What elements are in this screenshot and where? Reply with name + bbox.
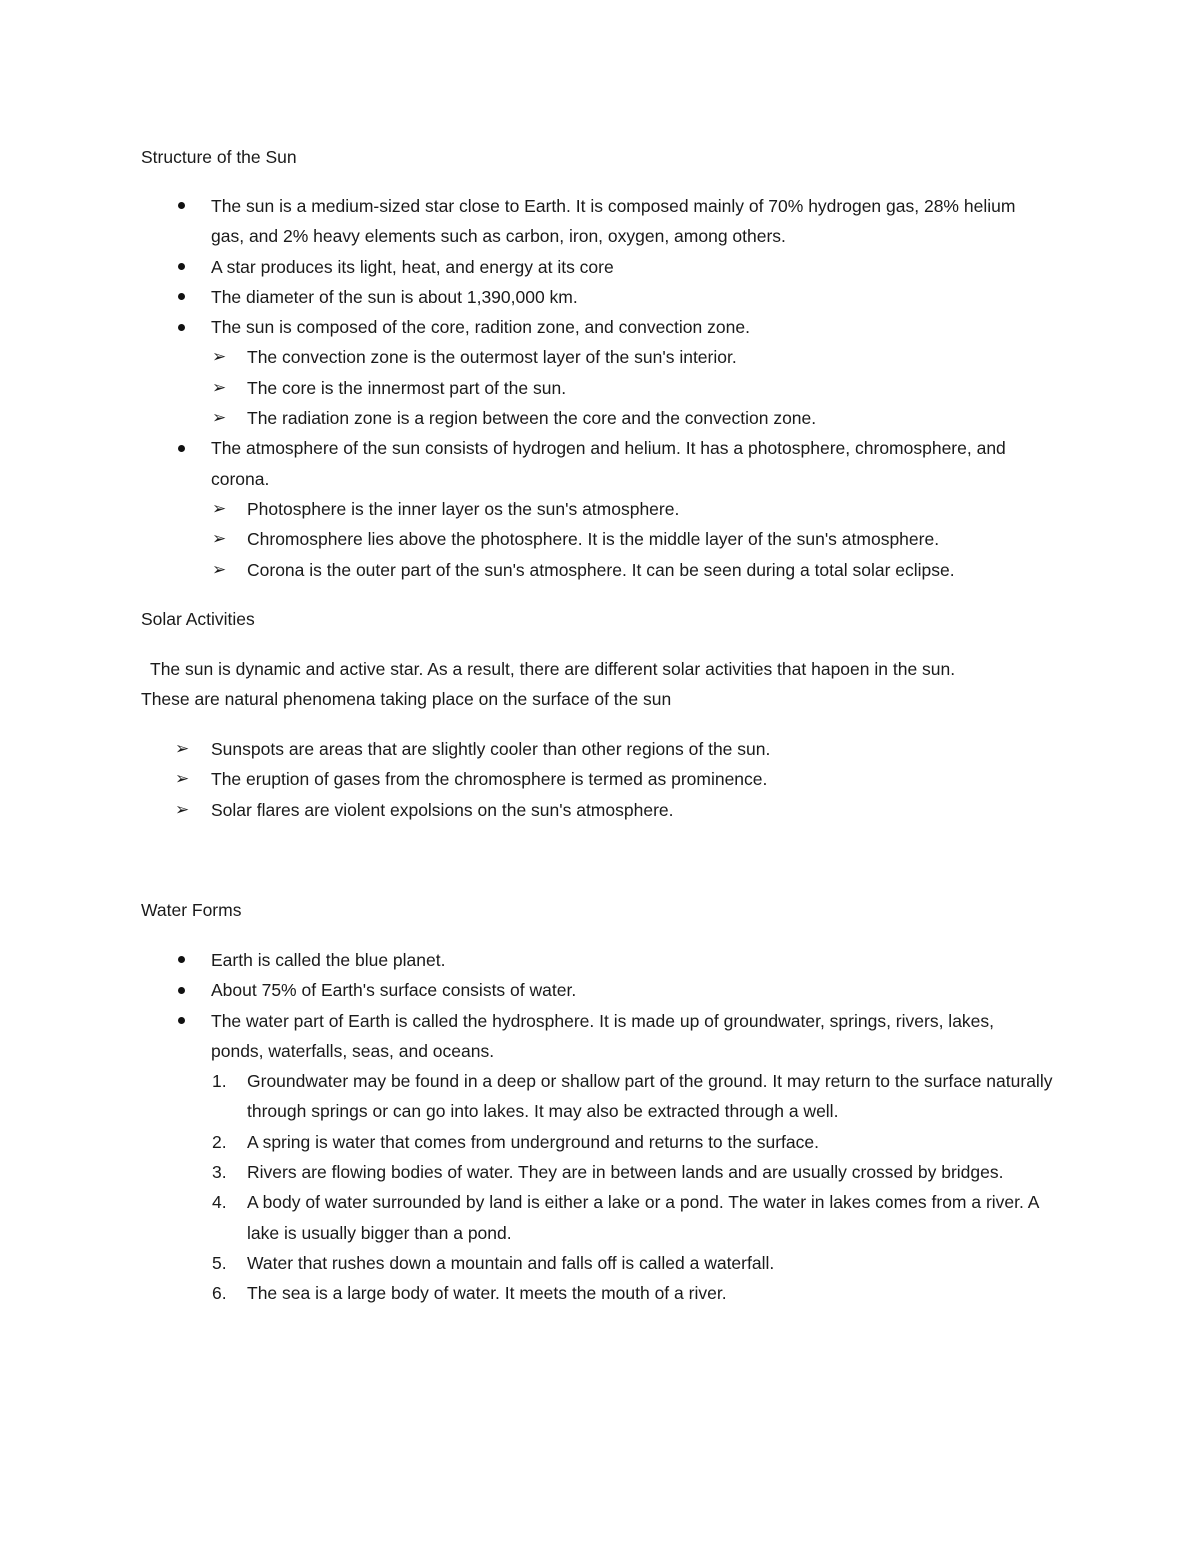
list-item: The sun is a medium-sized star close to Earth. It is composed mainly of 70% hydrogen gas, 28% helium gas, and 2% heavy elements such as carbon, iron, oxygen, among others. — [0, 191, 1051, 252]
list-item: A star produces its light, heat, and energy at its core — [0, 252, 1051, 282]
item-number: 3. — [212, 1162, 227, 1183]
list-item: ➢ The eruption of gases from the chromosphere is termed as prominence. — [0, 764, 1051, 794]
list-item: ➢ Solar flares are violent expolsions on the sun's atmosphere. — [0, 795, 1051, 825]
list-item: The atmosphere of the sun consists of hydrogen and helium. It has a photosphere, chromosphere, and corona. — [0, 433, 1051, 494]
numbered-item: 6. The sea is a large body of water. It meets the mouth of a river. — [0, 1278, 1062, 1308]
arrow-bullet-icon: ➢ — [212, 498, 227, 519]
paragraph-line: The sun is dynamic and active star. As a result, there are different solar activities that hapoen in the sun. — [150, 659, 956, 679]
list-item: ➢ Sunspots are areas that are slightly cooler than other regions of the sun. — [0, 734, 1051, 764]
item-number: 4. — [212, 1192, 227, 1213]
bullet-icon — [174, 945, 188, 975]
sub-list-item: ➢ Chromosphere lies above the photosphere. It is the middle layer of the sun's atmosphere. — [0, 524, 1067, 554]
sub-list-item: ➢ The convection zone is the outermost layer of the sun's interior. — [0, 342, 1067, 372]
sun-structure-list — [0, 191, 1200, 585]
arrow-bullet-icon: ➢ — [212, 408, 227, 429]
section-title-solar-activities: Solar Activities — [141, 609, 255, 629]
list-item: The water part of Earth is called the hydrosphere. It is made up of groundwater, springs, rivers, lakes, ponds, waterfalls, seas, and oceans. — [0, 1006, 1051, 1067]
item-number: 5. — [212, 1252, 227, 1273]
bullet-icon — [174, 282, 188, 312]
numbered-item: 2. A spring is water that comes from underground and returns to the surface. — [0, 1127, 1062, 1157]
bullet-icon — [174, 312, 188, 342]
item-number: 1. — [212, 1071, 227, 1092]
section-title-structure-of-the-sun: Structure of the Sun — [141, 147, 297, 167]
arrow-bullet-icon: ➢ — [175, 799, 190, 820]
arrow-bullet-icon: ➢ — [212, 559, 227, 580]
sub-list-item: ➢ The core is the innermost part of the sun. — [0, 373, 1067, 403]
list-item: About 75% of Earth's surface consists of water. — [0, 975, 1051, 1005]
bullet-icon — [174, 975, 188, 1005]
bullet-icon — [174, 433, 188, 463]
sub-list-item: ➢ Photosphere is the inner layer os the sun's atmosphere. — [0, 494, 1067, 524]
list-item: Earth is called the blue planet. — [0, 945, 1051, 975]
section-title-water-forms: Water Forms — [141, 900, 242, 920]
paragraph-line: These are natural phenomena taking place on the surface of the sun — [141, 689, 672, 710]
arrow-bullet-icon: ➢ — [212, 377, 227, 398]
bullet-icon — [174, 252, 188, 282]
sub-list-item: ➢ The radiation zone is a region between the core and the convection zone. — [0, 403, 1067, 433]
list-item: The sun is composed of the core, radition zone, and convection zone. — [0, 312, 1051, 342]
arrow-bullet-icon: ➢ — [175, 769, 190, 790]
bullet-icon — [174, 1006, 188, 1036]
arrow-bullet-icon: ➢ — [175, 739, 190, 759]
item-number: 2. — [212, 1131, 227, 1152]
numbered-item: 5. Water that rushes down a mountain and falls off is called a waterfall. — [0, 1248, 1062, 1278]
arrow-bullet-icon: ➢ — [212, 347, 227, 368]
water-forms-list — [0, 945, 1200, 1309]
solar-activities-paragraph — [141, 654, 1081, 715]
numbered-item: 4. A body of water surrounded by land is either a lake or a pond. The water in lakes comes from a river. A lake is usually bigger than a pond. — [0, 1187, 1062, 1248]
sub-list-item: ➢ Corona is the outer part of the sun's atmosphere. It can be seen during a total solar eclipse. — [0, 555, 1067, 585]
list-item: The diameter of the sun is about 1,390,000 km. — [0, 282, 1051, 312]
bullet-icon — [174, 191, 188, 221]
arrow-bullet-icon: ➢ — [212, 529, 227, 550]
numbered-item: 3. Rivers are flowing bodies of water. They are in between lands and are usually crossed by bridges. — [0, 1157, 1062, 1187]
item-number: 6. — [212, 1283, 227, 1304]
numbered-item: 1. Groundwater may be found in a deep or shallow part of the ground. It may return to the surface naturally through springs or can go into lakes. It may also be extracted through a well. — [0, 1066, 1062, 1127]
solar-activities-list — [0, 734, 1200, 825]
